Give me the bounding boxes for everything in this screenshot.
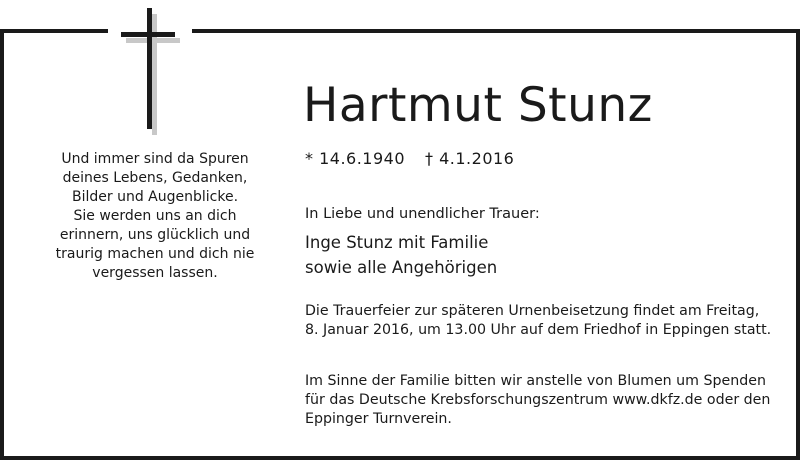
- poem-line: vergessen lassen.: [92, 265, 218, 281]
- mourner-line: Inge Stunz mit Familie: [305, 233, 489, 252]
- cross-icon: [118, 0, 188, 140]
- donation-notice: [305, 372, 785, 429]
- mourner-line: sowie alle Angehörigen: [305, 258, 498, 277]
- mourning-intro: In Liebe und unendlicher Trauer:: [305, 206, 540, 222]
- frame-left: [0, 29, 4, 460]
- poem-line: Sie werden uns an dich: [73, 208, 237, 224]
- donation-line: für das Deutsche Krebsforschungszentrum www.dkfz.de oder den: [305, 392, 771, 408]
- birth-date: * 14.6.1940: [305, 149, 406, 168]
- poem-line: traurig machen und dich nie: [55, 246, 255, 262]
- death-date: † 4.1.2016: [425, 149, 515, 168]
- poem: [30, 150, 280, 283]
- frame-right: [796, 29, 800, 460]
- ceremony-line: Die Trauerfeier zur späteren Urnenbeisetzung findet am Freitag,: [305, 303, 760, 319]
- frame-top-right: [192, 29, 800, 33]
- poem-line: deines Lebens, Gedanken,: [62, 170, 248, 186]
- ceremony-notice: [305, 302, 785, 340]
- poem-line: Bilder und Augenblicke.: [71, 189, 239, 205]
- frame-top-left: [0, 29, 108, 33]
- poem-line: Und immer sind da Spuren: [61, 151, 249, 167]
- deceased-name: Hartmut Stunz: [303, 78, 653, 133]
- mourners: [305, 230, 497, 280]
- donation-line: Eppinger Turnverein.: [305, 411, 452, 427]
- frame-bottom: [0, 456, 800, 460]
- life-dates: [305, 149, 514, 169]
- ceremony-line: 8. Januar 2016, um 13.00 Uhr auf dem Friedhof in Eppingen statt.: [305, 322, 772, 338]
- poem-line: erinnern, uns glücklich und: [59, 227, 251, 243]
- donation-line: Im Sinne der Familie bitten wir anstelle von Blumen um Spenden: [305, 373, 766, 389]
